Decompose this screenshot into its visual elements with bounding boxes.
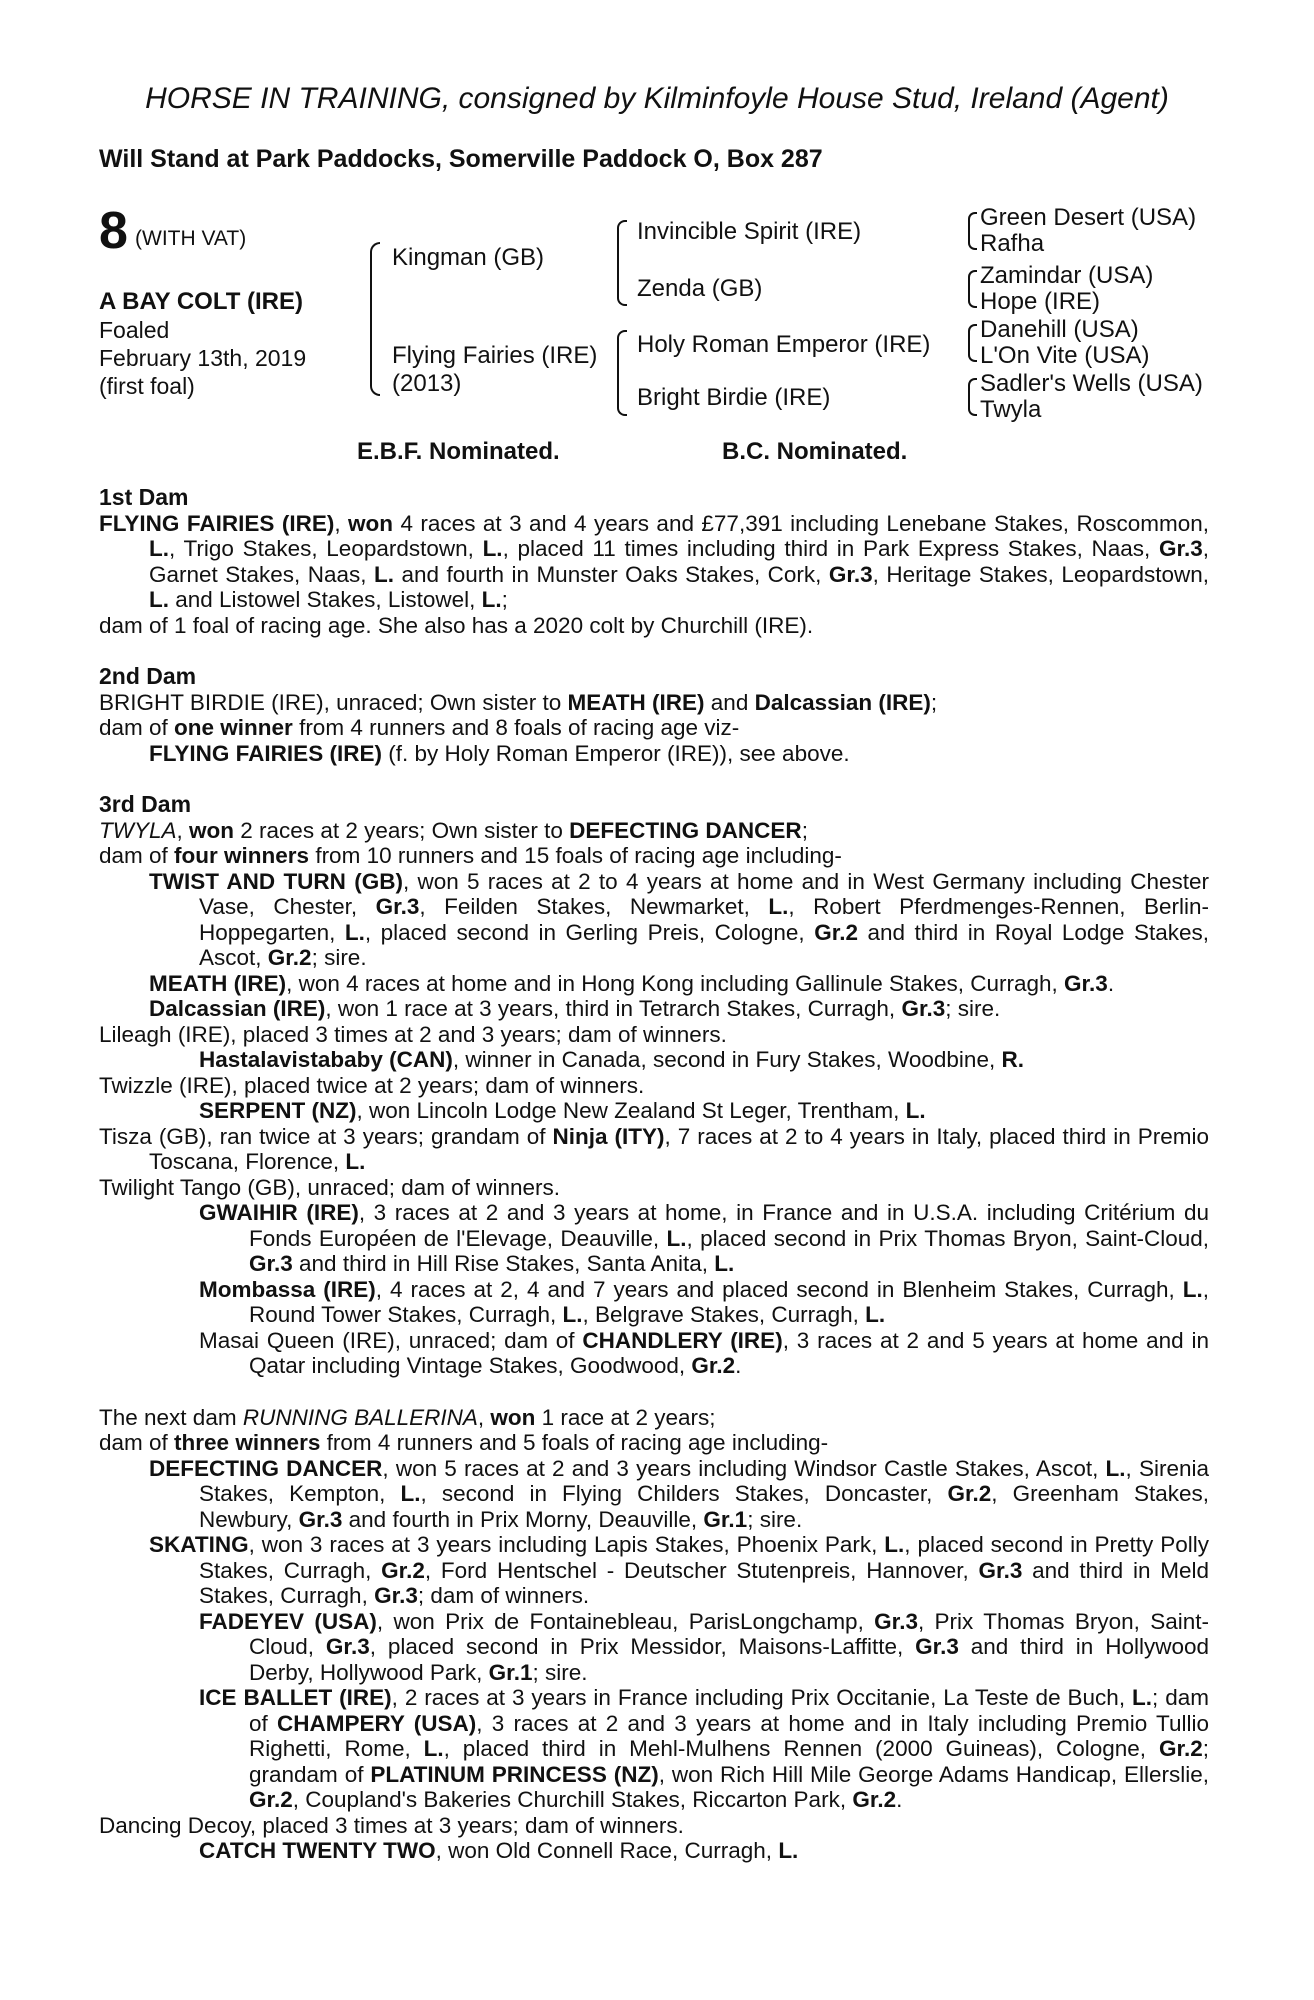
pedigree-dam-sire: Holy Roman Emperor (IRE)	[637, 331, 931, 358]
second-dam-produce: dam of one winner from 4 runners and 8 foals of racing age viz-	[99, 715, 740, 740]
foaled-note: (first foal)	[99, 373, 195, 399]
pedigree-g2a: Zamindar (USA)	[980, 262, 1154, 289]
offspring-hastalavistababy: Hastalavistababy (CAN), winner in Canada, second in Fury Stakes, Woodbine, R.	[199, 1047, 1024, 1072]
lot-number: 8	[99, 202, 128, 260]
pedigree-dam: Flying Fairies (IRE)	[392, 342, 598, 369]
pedigree-brace-dam	[617, 330, 627, 416]
pedigree-dam-dam: Bright Birdie (IRE)	[637, 384, 831, 411]
ebf-nomination: E.B.F. Nominated.	[357, 438, 560, 465]
pedigree-sire: Kingman (GB)	[392, 244, 545, 271]
offspring-gwaihir: GWAIHIR (IRE), 3 races at 2 and 3 years at home, in France and in U.S.A. including Critérium du Fonds Européen de l'Elevage, Deauville, L., placed second in Prix Thomas Bryon, Saint-Cloud, Gr.3 and third in Hill Rise Stakes, Santa Anita, L.	[199, 1200, 1209, 1276]
offspring-tisza: Tisza (GB), ran twice at 3 years; grandam of Ninja (ITY), 7 races at 2 to 4 years in Italy, placed third in Premio Toscana, Florence, L.	[99, 1123, 1210, 1174]
pedigree-sire-dam: Zenda (GB)	[637, 275, 763, 302]
foaled-date: February 13th, 2019	[99, 345, 307, 371]
foaled-block	[99, 316, 359, 400]
vat-note: (WITH VAT)	[135, 227, 247, 250]
pedigree-dam-year: (2013)	[392, 370, 462, 397]
produce-record	[99, 485, 1209, 1864]
first-dam-produce: dam of 1 foal of racing age. She also has a 2020 colt by Churchill (IRE).	[99, 612, 814, 638]
pedigree-brace-main	[370, 242, 380, 396]
third-dam-produce: dam of four winners from 10 runners and 15 foals of racing age including-	[99, 843, 842, 868]
pedigree-brace-g4	[968, 378, 977, 416]
third-dam-heading: 3rd Dam	[99, 791, 192, 817]
offspring-catch-twenty-two: CATCH TWENTY TWO, won Old Connell Race, Curragh, L.	[199, 1838, 799, 1863]
offspring-ice-ballet: ICE BALLET (IRE), 2 races at 3 years in France including Prix Occitanie, La Teste de Buch, L.; dam of CHAMPERY (USA), 3 races at 2 and 3 years at home and in Italy including Premio Tullio Righetti, Rome, L., placed third in Mehl-Mulhens Rennen (2000 Guineas), Cologne, Gr.2; grandam of PLATINUM PRINCESS (NZ), won Rich Hill Mile George Adams Handicap, Ellerslie, Gr.2, Coupland's Bakeries Churchill Stakes, Riccarton Park, Gr.2.	[199, 1685, 1209, 1812]
first-dam-heading: 1st Dam	[99, 484, 189, 510]
offspring-fadeyev: FADEYEV (USA), won Prix de Fontainebleau, ParisLongchamp, Gr.3, Prix Thomas Bryon, Saint-Cloud, Gr.3, placed second in Prix Messidor, Maisons-Laffitte, Gr.3 and third in Hollywood Derby, Hollywood Park, Gr.1; sire.	[199, 1608, 1209, 1685]
pedigree-g4b: Twyla	[980, 396, 1042, 423]
pedigree-g1b: Rafha	[980, 230, 1045, 257]
pedigree-g1a: Green Desert (USA)	[980, 204, 1197, 231]
stand-location: Will Stand at Park Paddocks, Somerville Paddock O, Box 287	[99, 145, 823, 173]
second-dam-record: BRIGHT BIRDIE (IRE), unraced; Own sister to MEATH (IRE) and Dalcassian (IRE);	[99, 689, 938, 715]
pedigree-g2b: Hope (IRE)	[980, 288, 1101, 315]
offspring-masai-queen: Masai Queen (IRE), unraced; dam of CHANDLERY (IRE), 3 races at 2 and 5 years at home and in Qatar including Vintage Stakes, Goodwood, Gr.2.	[199, 1327, 1209, 1378]
offspring-meath: MEATH (IRE), won 4 races at home and in Hong Kong including Gallinule Stakes, Curragh, Gr.3.	[149, 970, 1115, 996]
offspring-twilight-tango: Twilight Tango (GB), unraced; dam of winners.	[99, 1174, 561, 1200]
first-dam-record: FLYING FAIRIES (IRE), won 4 races at 3 and 4 years and £77,391 including Lenebane Stakes, Roscommon, L., Trigo Stakes, Leopardstown, L., placed 11 times including third in Park Express Stakes, Naas, Gr.3, Garnet Stakes, Naas, L. and fourth in Munster Oaks Stakes, Cork, Gr.3, Heritage Stakes, Leopardstown, L. and Listowel Stakes, Listowel, L.;	[99, 510, 1209, 612]
lot-title: A BAY COLT (IRE)	[99, 288, 304, 315]
bc-nomination: B.C. Nominated.	[722, 438, 908, 465]
offspring-twizzle: Twizzle (IRE), placed twice at 2 years; dam of winners.	[99, 1072, 645, 1098]
offspring-skating: SKATING, won 3 races at 3 years including Lapis Stakes, Phoenix Park, L., placed second in Pretty Polly Stakes, Curragh, Gr.2, Ford Hentschel - Deutscher Stutenpreis, Hannover, Gr.3 and third in Meld Stakes, Curragh, Gr.3; dam of winners.	[149, 1532, 1209, 1608]
pedigree-brace-g2	[968, 270, 977, 308]
offspring-dancing-decoy: Dancing Decoy, placed 3 times at 3 years; dam of winners.	[99, 1812, 684, 1838]
offspring-mombassa: Mombassa (IRE), 4 races at 2, 4 and 7 years and placed second in Blenheim Stakes, Curragh, L., Round Tower Stakes, Curragh, L., Belgrave Stakes, Curragh, L.	[199, 1276, 1209, 1327]
offspring-dalcassian: Dalcassian (IRE), won 1 race at 3 years, third in Tetrarch Stakes, Curragh, Gr.3; sire.	[149, 996, 1001, 1021]
next-dam-record: The next dam RUNNING BALLERINA, won 1 race at 2 years;	[99, 1404, 716, 1430]
third-dam-record: TWYLA, won 2 races at 2 years; Own sister to DEFECTING DANCER;	[99, 817, 808, 843]
pedigree-brace-g3	[968, 324, 977, 362]
pedigree-brace-g1	[968, 212, 977, 250]
next-dam-produce: dam of three winners from 4 runners and 5 foals of racing age including-	[99, 1430, 829, 1455]
pedigree-g3b: L'On Vite (USA)	[980, 342, 1150, 369]
consignor-line: HORSE IN TRAINING, consigned by Kilminfoyle House Stud, Ireland (Agent)	[145, 82, 1169, 115]
second-dam-heading: 2nd Dam	[99, 663, 197, 689]
pedigree-g3a: Danehill (USA)	[980, 316, 1139, 343]
pedigree-brace-sire	[617, 220, 627, 306]
foaled-label: Foaled	[99, 317, 170, 343]
pedigree-sire-sire: Invincible Spirit (IRE)	[637, 218, 862, 245]
offspring-defecting-dancer: DEFECTING DANCER, won 5 races at 2 and 3 years including Windsor Castle Stakes, Ascot, L., Sirenia Stakes, Kempton, L., second in Flying Childers Stakes, Doncaster, Gr.2, Greenham Stakes, Newbury, Gr.3 and fourth in Prix Morny, Deauville, Gr.1; sire.	[149, 1455, 1209, 1532]
pedigree-g4a: Sadler's Wells (USA)	[980, 370, 1203, 397]
offspring-serpent: SERPENT (NZ), won Lincoln Lodge New Zealand St Leger, Trentham, L.	[199, 1098, 926, 1123]
offspring-twist-and-turn: TWIST AND TURN (GB), won 5 races at 2 to 4 years at home and in West Germany including Chester Vase, Chester, Gr.3, Feilden Stakes, Newmarket, L., Robert Pferdmenges-Rennen, Berlin-Hoppegarten, L., placed second in Gerling Preis, Cologne, Gr.2 and third in Royal Lodge Stakes, Ascot, Gr.2; sire.	[149, 868, 1209, 970]
offspring-lileagh: Lileagh (IRE), placed 3 times at 2 and 3 years; dam of winners.	[99, 1021, 727, 1047]
second-dam-offspring: FLYING FAIRIES (IRE) (f. by Holy Roman Emperor (IRE)), see above.	[149, 740, 850, 766]
